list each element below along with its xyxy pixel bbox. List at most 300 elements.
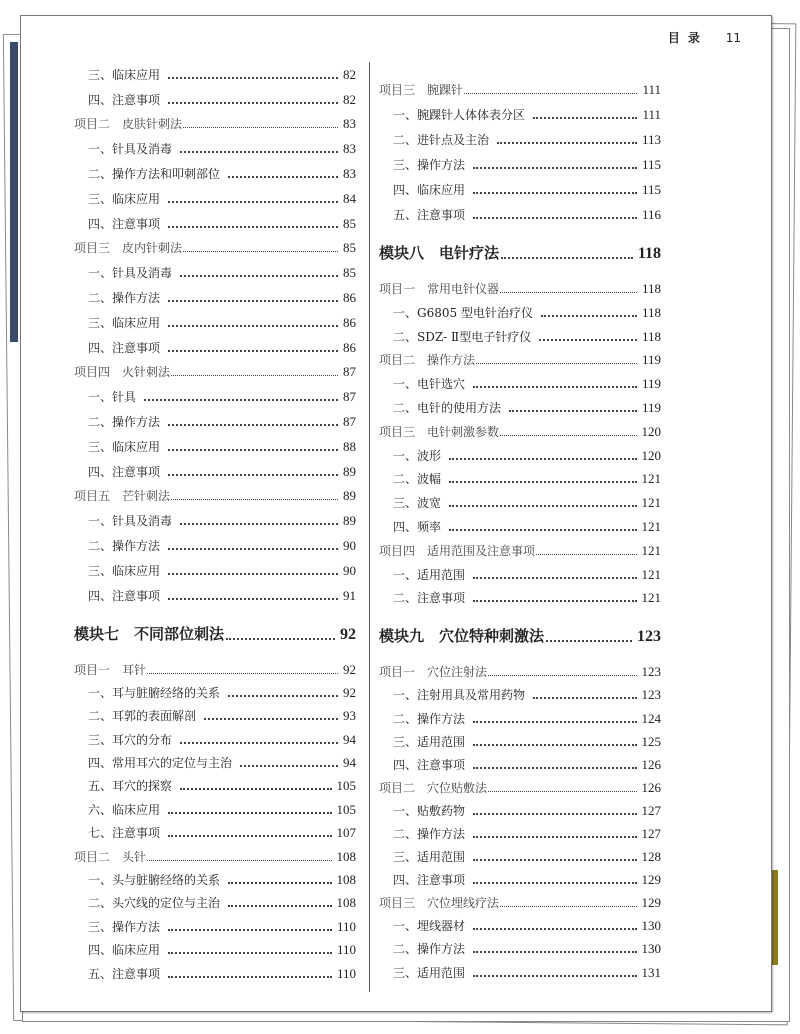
toc-entry[interactable]	[74, 958, 356, 981]
entry-title: 四、注意事项	[88, 588, 161, 603]
entry-title: 项目三 腕踝针	[379, 83, 464, 97]
entry-title: 二、操作方法	[88, 290, 161, 305]
entry-title: 项目二 头针	[74, 849, 147, 864]
entry-title: 二、波幅	[393, 472, 442, 487]
toc-entry[interactable]	[379, 368, 661, 392]
dot-leader	[180, 742, 338, 744]
toc-project-entry[interactable]	[379, 345, 661, 369]
toc-project-entry[interactable]	[74, 644, 356, 678]
entry-page-number: 115	[641, 157, 661, 172]
dot-leader	[473, 859, 636, 861]
dot-leader	[473, 386, 637, 388]
dot-leader	[500, 435, 636, 436]
toc-entry[interactable]	[74, 771, 356, 794]
entry-title: 一、贴敷药物	[393, 803, 466, 818]
entry-title: 项目五 芒针刺法	[74, 489, 171, 504]
entry-page-number: 111	[642, 82, 661, 97]
dot-leader	[473, 217, 637, 219]
dot-leader	[473, 928, 636, 930]
entry-title: 项目一 常用电针仪器	[379, 282, 500, 296]
toc-entry[interactable]	[74, 331, 356, 356]
dot-leader	[180, 788, 331, 790]
entry-title: 项目四 火针刺法	[74, 365, 171, 380]
entry-page-number: 131	[641, 964, 661, 980]
entry-page-number: 127	[641, 802, 661, 818]
toc-entry[interactable]	[74, 182, 356, 207]
toc-entry[interactable]	[379, 321, 661, 345]
entry-page-number: 88	[343, 438, 356, 454]
entry-page-number: 83	[343, 141, 356, 157]
toc-entry[interactable]	[74, 132, 356, 157]
dot-leader	[147, 860, 331, 861]
entry-page-number: 85	[343, 265, 356, 281]
entry-title: 四、临床应用	[393, 183, 466, 197]
entry-title: 二、操作方法	[88, 538, 161, 553]
toc-left-column	[74, 58, 356, 982]
dot-leader	[541, 315, 637, 317]
toc-entry[interactable]	[379, 819, 661, 842]
entry-page-number: 85	[343, 240, 356, 256]
entry-title: 三、临床应用	[88, 315, 161, 330]
toc-entry[interactable]	[379, 297, 661, 321]
toc-entry[interactable]	[74, 504, 356, 529]
toc-entry[interactable]	[379, 911, 661, 934]
toc-entry[interactable]	[74, 888, 356, 911]
toc-entry[interactable]	[379, 511, 661, 535]
entry-page-number: 110	[336, 918, 356, 934]
toc-entry[interactable]	[379, 440, 661, 464]
dot-leader	[473, 744, 636, 746]
toc-project-entry[interactable]	[379, 535, 661, 559]
toc-entry[interactable]	[74, 818, 356, 841]
entry-title: 四、临床应用	[88, 943, 161, 958]
dot-leader	[168, 474, 338, 476]
entry-page-number: 123	[637, 628, 661, 646]
dot-leader	[228, 176, 338, 178]
entry-page-number: 83	[343, 116, 356, 132]
entry-page-number: 108	[336, 872, 356, 888]
dot-leader	[473, 192, 637, 194]
entry-page-number: 119	[641, 376, 661, 392]
toc-entry[interactable]	[379, 123, 661, 148]
entry-page-number: 111	[642, 107, 661, 122]
toc-project-entry[interactable]	[74, 356, 356, 381]
toc-project-entry[interactable]	[379, 263, 661, 297]
dot-leader	[183, 251, 338, 252]
dot-leader	[449, 529, 636, 531]
entry-title: 四、注意事项	[88, 464, 161, 479]
entry-page-number: 130	[641, 918, 661, 934]
entry-title: 三、适用范围	[393, 965, 466, 980]
toc-module-heading[interactable]	[74, 604, 356, 644]
entry-page-number: 130	[641, 941, 661, 957]
entry-page-number: 86	[343, 314, 356, 330]
dot-leader	[488, 791, 636, 792]
dot-leader	[488, 675, 636, 676]
entry-title: 项目三 电针刺激参数	[379, 424, 500, 439]
toc-module-heading[interactable]	[379, 223, 661, 263]
toc-entry[interactable]	[379, 392, 661, 416]
toc-entry[interactable]	[74, 911, 356, 934]
dot-leader	[168, 548, 338, 550]
entry-page-number: 119	[641, 399, 661, 415]
dot-leader	[228, 695, 338, 697]
entry-title: 二、头穴线的定位与主治	[88, 896, 221, 911]
toc-entry[interactable]	[74, 554, 356, 579]
entry-page-number: 121	[641, 542, 661, 558]
entry-title: 三、耳穴的分布	[88, 732, 173, 747]
entry-title: 一、针具及消毒	[88, 142, 173, 157]
entry-page-number: 105	[336, 801, 356, 817]
toc-entry[interactable]	[379, 727, 661, 750]
toc-entry[interactable]	[74, 579, 356, 604]
dot-leader	[168, 812, 331, 814]
entry-title: 二、操作方法	[393, 711, 466, 726]
entry-title: 四、注意事项	[88, 216, 161, 231]
dot-leader	[240, 765, 338, 767]
entry-page-number: 121	[641, 471, 661, 487]
entry-page-number: 121	[641, 518, 661, 534]
entry-title: 四、常用耳穴的定位与主治	[88, 756, 233, 771]
dot-leader	[476, 363, 637, 364]
entry-title: 五、注意事项	[88, 966, 161, 981]
dot-leader	[168, 424, 338, 426]
entry-page-number: 90	[343, 562, 356, 578]
entry-page-number: 118	[641, 328, 661, 344]
dot-leader	[171, 499, 338, 500]
page-header	[668, 29, 741, 46]
dot-leader	[473, 767, 636, 769]
toc-entry[interactable]	[74, 281, 356, 306]
entry-page-number: 87	[343, 364, 356, 380]
toc-project-entry[interactable]	[379, 416, 661, 440]
entry-title: 一、埋线器材	[393, 919, 466, 934]
dot-leader	[500, 292, 637, 293]
entry-page-number: 108	[336, 895, 356, 911]
dot-leader	[168, 573, 338, 575]
toc-entry[interactable]	[74, 405, 356, 430]
entry-page-number: 120	[641, 423, 661, 439]
toc-project-entry[interactable]	[379, 73, 661, 98]
toc-entry[interactable]	[74, 701, 356, 724]
dot-leader	[228, 905, 331, 907]
entry-page-number: 127	[641, 826, 661, 842]
dot-leader	[168, 835, 331, 837]
entry-title: 四、注意事项	[88, 92, 161, 107]
entry-title: 一、耳与脏腑经络的关系	[88, 685, 221, 700]
entry-title: 项目三 穴位埋线疗法	[379, 896, 500, 911]
entry-page-number: 108	[336, 848, 356, 864]
dot-leader	[168, 976, 332, 978]
entry-title: 四、注意事项	[88, 340, 161, 355]
entry-page-number: 118	[641, 281, 661, 296]
toc-entry[interactable]	[74, 865, 356, 888]
dot-leader	[168, 201, 338, 203]
dot-leader	[539, 339, 637, 341]
entry-page-number: 105	[336, 778, 356, 794]
toc-entry[interactable]	[74, 430, 356, 455]
entry-title: 一、针具	[88, 390, 137, 405]
dot-leader	[473, 167, 637, 169]
dot-leader	[464, 93, 637, 94]
entry-page-number: 119	[641, 352, 661, 368]
entry-page-number: 110	[336, 965, 356, 981]
entry-title: 二、操作方法和叩刺部位	[88, 166, 221, 181]
toc-project-entry[interactable]	[74, 108, 356, 133]
entry-page-number: 123	[641, 687, 661, 703]
dot-leader	[180, 523, 338, 525]
toc-entry[interactable]	[74, 380, 356, 405]
entry-title: 项目一 穴位注射法	[379, 665, 488, 680]
entry-title: 三、操作方法	[88, 919, 161, 934]
entry-title: 五、注意事项	[393, 208, 466, 222]
dot-leader	[168, 325, 338, 327]
dot-leader	[546, 640, 632, 642]
dot-leader	[226, 638, 335, 640]
dot-leader	[168, 226, 338, 228]
entry-title: 二、进针点及主治	[393, 133, 490, 147]
entry-page-number: 89	[343, 513, 356, 529]
entry-title: 三、适用范围	[393, 734, 466, 749]
entry-title: 三、适用范围	[393, 850, 466, 865]
dot-leader	[449, 481, 636, 483]
entry-title: 项目二 穴位贴敷法	[379, 780, 488, 795]
toc-entry[interactable]	[379, 464, 661, 488]
toc-project-entry[interactable]	[74, 841, 356, 864]
entry-page-number: 121	[641, 495, 661, 511]
entry-title: 项目四 适用范围及注意事项	[379, 543, 536, 558]
entry-page-number: 90	[343, 537, 356, 553]
entry-title: 一、G6805 型电针治疗仪	[393, 305, 533, 320]
toc-entry[interactable]	[74, 748, 356, 771]
entry-title: 三、临床应用	[88, 67, 161, 82]
dot-leader	[171, 375, 338, 376]
dot-leader	[168, 449, 338, 451]
entry-page-number: 110	[336, 942, 356, 958]
toc-entry[interactable]	[74, 256, 356, 281]
entry-page-number: 94	[343, 731, 356, 747]
entry-page-number: 86	[343, 339, 356, 355]
entry-title: 一、头与脏腑经络的关系	[88, 873, 221, 888]
entry-title: 六、临床应用	[88, 802, 161, 817]
book-cover-edge	[10, 42, 18, 342]
entry-title: 四、频率	[393, 519, 442, 534]
toc-project-entry[interactable]	[379, 888, 661, 911]
toc-page	[20, 15, 772, 1012]
entry-title: 模块七 不同部位刺法	[74, 624, 225, 643]
toc-entry[interactable]	[379, 934, 661, 957]
entry-title: 一、电针选穴	[393, 377, 466, 392]
entry-page-number: 118	[637, 245, 661, 262]
entry-title: 一、适用范围	[393, 567, 466, 582]
entry-page-number: 89	[343, 488, 356, 504]
dot-leader	[228, 882, 331, 884]
toc-entry[interactable]	[74, 794, 356, 817]
dot-leader	[168, 952, 332, 954]
entry-page-number: 89	[343, 463, 356, 479]
dot-leader	[536, 554, 636, 555]
entry-title: 项目二 皮肤针刺法	[74, 117, 183, 132]
entry-page-number: 86	[343, 289, 356, 305]
entry-page-number: 84	[343, 190, 356, 206]
entry-title: 项目三 皮内针刺法	[74, 241, 183, 256]
toc-entry[interactable]	[379, 796, 661, 819]
entry-page-number: 91	[343, 587, 356, 603]
dot-leader	[501, 257, 633, 259]
toc-entry[interactable]	[74, 529, 356, 554]
dot-leader	[204, 718, 338, 720]
entry-title: 二、操作方法	[393, 942, 466, 957]
entry-page-number: 92	[343, 661, 356, 677]
entry-page-number: 107	[336, 825, 356, 841]
dot-leader	[183, 127, 338, 128]
dot-leader	[500, 906, 636, 907]
entry-page-number: 113	[641, 132, 661, 147]
dot-leader	[533, 697, 636, 699]
entry-title: 二、SDZ- Ⅱ型电子针疗仪	[393, 329, 532, 344]
entry-title: 二、耳郭的表面解剖	[88, 709, 197, 724]
entry-title: 五、耳穴的探察	[88, 779, 173, 794]
entry-title: 三、临床应用	[88, 191, 161, 206]
entry-page-number: 129	[641, 872, 661, 888]
entry-title: 三、临床应用	[88, 563, 161, 578]
dot-leader	[533, 117, 637, 119]
toc-entry[interactable]	[379, 703, 661, 726]
entry-title: 一、注射用具及常用药物	[393, 688, 526, 703]
toc-entry[interactable]	[379, 559, 661, 583]
toc-project-entry[interactable]	[379, 646, 661, 680]
header-title: 目录	[667, 31, 708, 45]
entry-title: 三、操作方法	[393, 158, 466, 172]
toc-entry[interactable]	[379, 842, 661, 865]
dot-leader	[449, 505, 636, 507]
toc-right-column	[379, 73, 661, 981]
toc-module-heading[interactable]	[379, 606, 661, 646]
dot-leader	[473, 721, 636, 723]
entry-title: 四、注意事项	[393, 873, 466, 888]
toc-project-entry[interactable]	[74, 480, 356, 505]
dot-leader	[180, 275, 338, 277]
entry-page-number: 125	[641, 733, 661, 749]
dot-leader	[473, 975, 636, 977]
entry-page-number: 121	[641, 590, 661, 606]
entry-page-number: 118	[641, 304, 661, 320]
dot-leader	[509, 410, 637, 412]
entry-page-number: 82	[343, 91, 356, 107]
entry-page-number: 123	[641, 664, 661, 680]
entry-page-number: 129	[641, 895, 661, 911]
entry-title: 三、波宽	[393, 496, 442, 511]
toc-entry[interactable]	[379, 957, 661, 980]
dot-leader	[168, 102, 338, 104]
toc-entry[interactable]	[74, 83, 356, 108]
dot-leader	[168, 598, 338, 600]
toc-project-entry[interactable]	[379, 773, 661, 796]
dot-leader	[473, 836, 636, 838]
entry-page-number: 124	[641, 710, 661, 726]
entry-title: 二、电针的使用方法	[393, 400, 502, 415]
toc-entry[interactable]	[379, 148, 661, 173]
dot-leader	[168, 77, 338, 79]
entry-page-number: 85	[343, 215, 356, 231]
dot-leader	[473, 882, 636, 884]
entry-page-number: 126	[641, 756, 661, 772]
dot-leader	[147, 673, 338, 674]
dot-leader	[449, 458, 636, 460]
toc-entry[interactable]	[74, 58, 356, 83]
entry-title: 一、波形	[393, 448, 442, 463]
entry-title: 模块九 穴位特种刺激法	[379, 627, 545, 646]
entry-title: 四、注意事项	[393, 757, 466, 772]
toc-entry[interactable]	[379, 487, 661, 511]
toc-entry[interactable]	[74, 207, 356, 232]
entry-page-number: 92	[340, 625, 356, 643]
toc-entry[interactable]	[379, 98, 661, 123]
toc-entry[interactable]	[74, 455, 356, 480]
entry-title: 二、操作方法	[88, 414, 161, 429]
dot-leader	[497, 142, 637, 144]
entry-page-number: 92	[343, 684, 356, 700]
toc-entry[interactable]	[379, 583, 661, 607]
toc-entry[interactable]	[379, 680, 661, 703]
dot-leader	[144, 399, 338, 401]
entry-page-number: 128	[641, 849, 661, 865]
entry-title: 二、注意事项	[393, 591, 466, 606]
dot-leader	[473, 600, 636, 602]
toc-entry[interactable]	[74, 678, 356, 701]
page-number: 11	[725, 31, 741, 45]
entry-page-number: 82	[343, 66, 356, 82]
entry-title: 七、注意事项	[88, 826, 161, 841]
entry-page-number: 120	[641, 447, 661, 463]
dot-leader	[180, 151, 338, 153]
entry-title: 一、针具及消毒	[88, 514, 173, 529]
entry-title: 一、针具及消毒	[88, 266, 173, 281]
entry-page-number: 115	[641, 182, 661, 197]
dot-leader	[473, 577, 636, 579]
entry-page-number: 94	[343, 755, 356, 771]
column-divider	[369, 62, 370, 992]
entry-page-number: 116	[641, 207, 661, 222]
entry-title: 二、操作方法	[393, 827, 466, 842]
toc-entry[interactable]	[74, 157, 356, 182]
entry-page-number: 93	[343, 708, 356, 724]
dot-leader	[168, 300, 338, 302]
toc-entry[interactable]	[74, 935, 356, 958]
toc-entry[interactable]	[379, 865, 661, 888]
entry-title: 一、腕踝针人体体表分区	[393, 108, 526, 122]
dot-leader	[168, 929, 332, 931]
entry-page-number: 121	[641, 566, 661, 582]
entry-page-number: 87	[343, 389, 356, 405]
entry-page-number: 83	[343, 165, 356, 181]
toc-project-entry[interactable]	[74, 232, 356, 257]
dot-leader	[473, 813, 636, 815]
entry-title: 模块八 电针疗法	[379, 244, 500, 262]
entry-page-number: 87	[343, 413, 356, 429]
toc-entry[interactable]	[379, 173, 661, 198]
toc-entry[interactable]	[74, 724, 356, 747]
toc-entry[interactable]	[379, 750, 661, 773]
entry-title: 项目二 操作方法	[379, 353, 476, 368]
entry-title: 三、临床应用	[88, 439, 161, 454]
toc-entry[interactable]	[379, 198, 661, 223]
entry-title: 项目一 耳针	[74, 662, 147, 677]
dot-leader	[168, 350, 338, 352]
entry-page-number: 126	[641, 779, 661, 795]
toc-entry[interactable]	[74, 306, 356, 331]
dot-leader	[473, 951, 636, 953]
